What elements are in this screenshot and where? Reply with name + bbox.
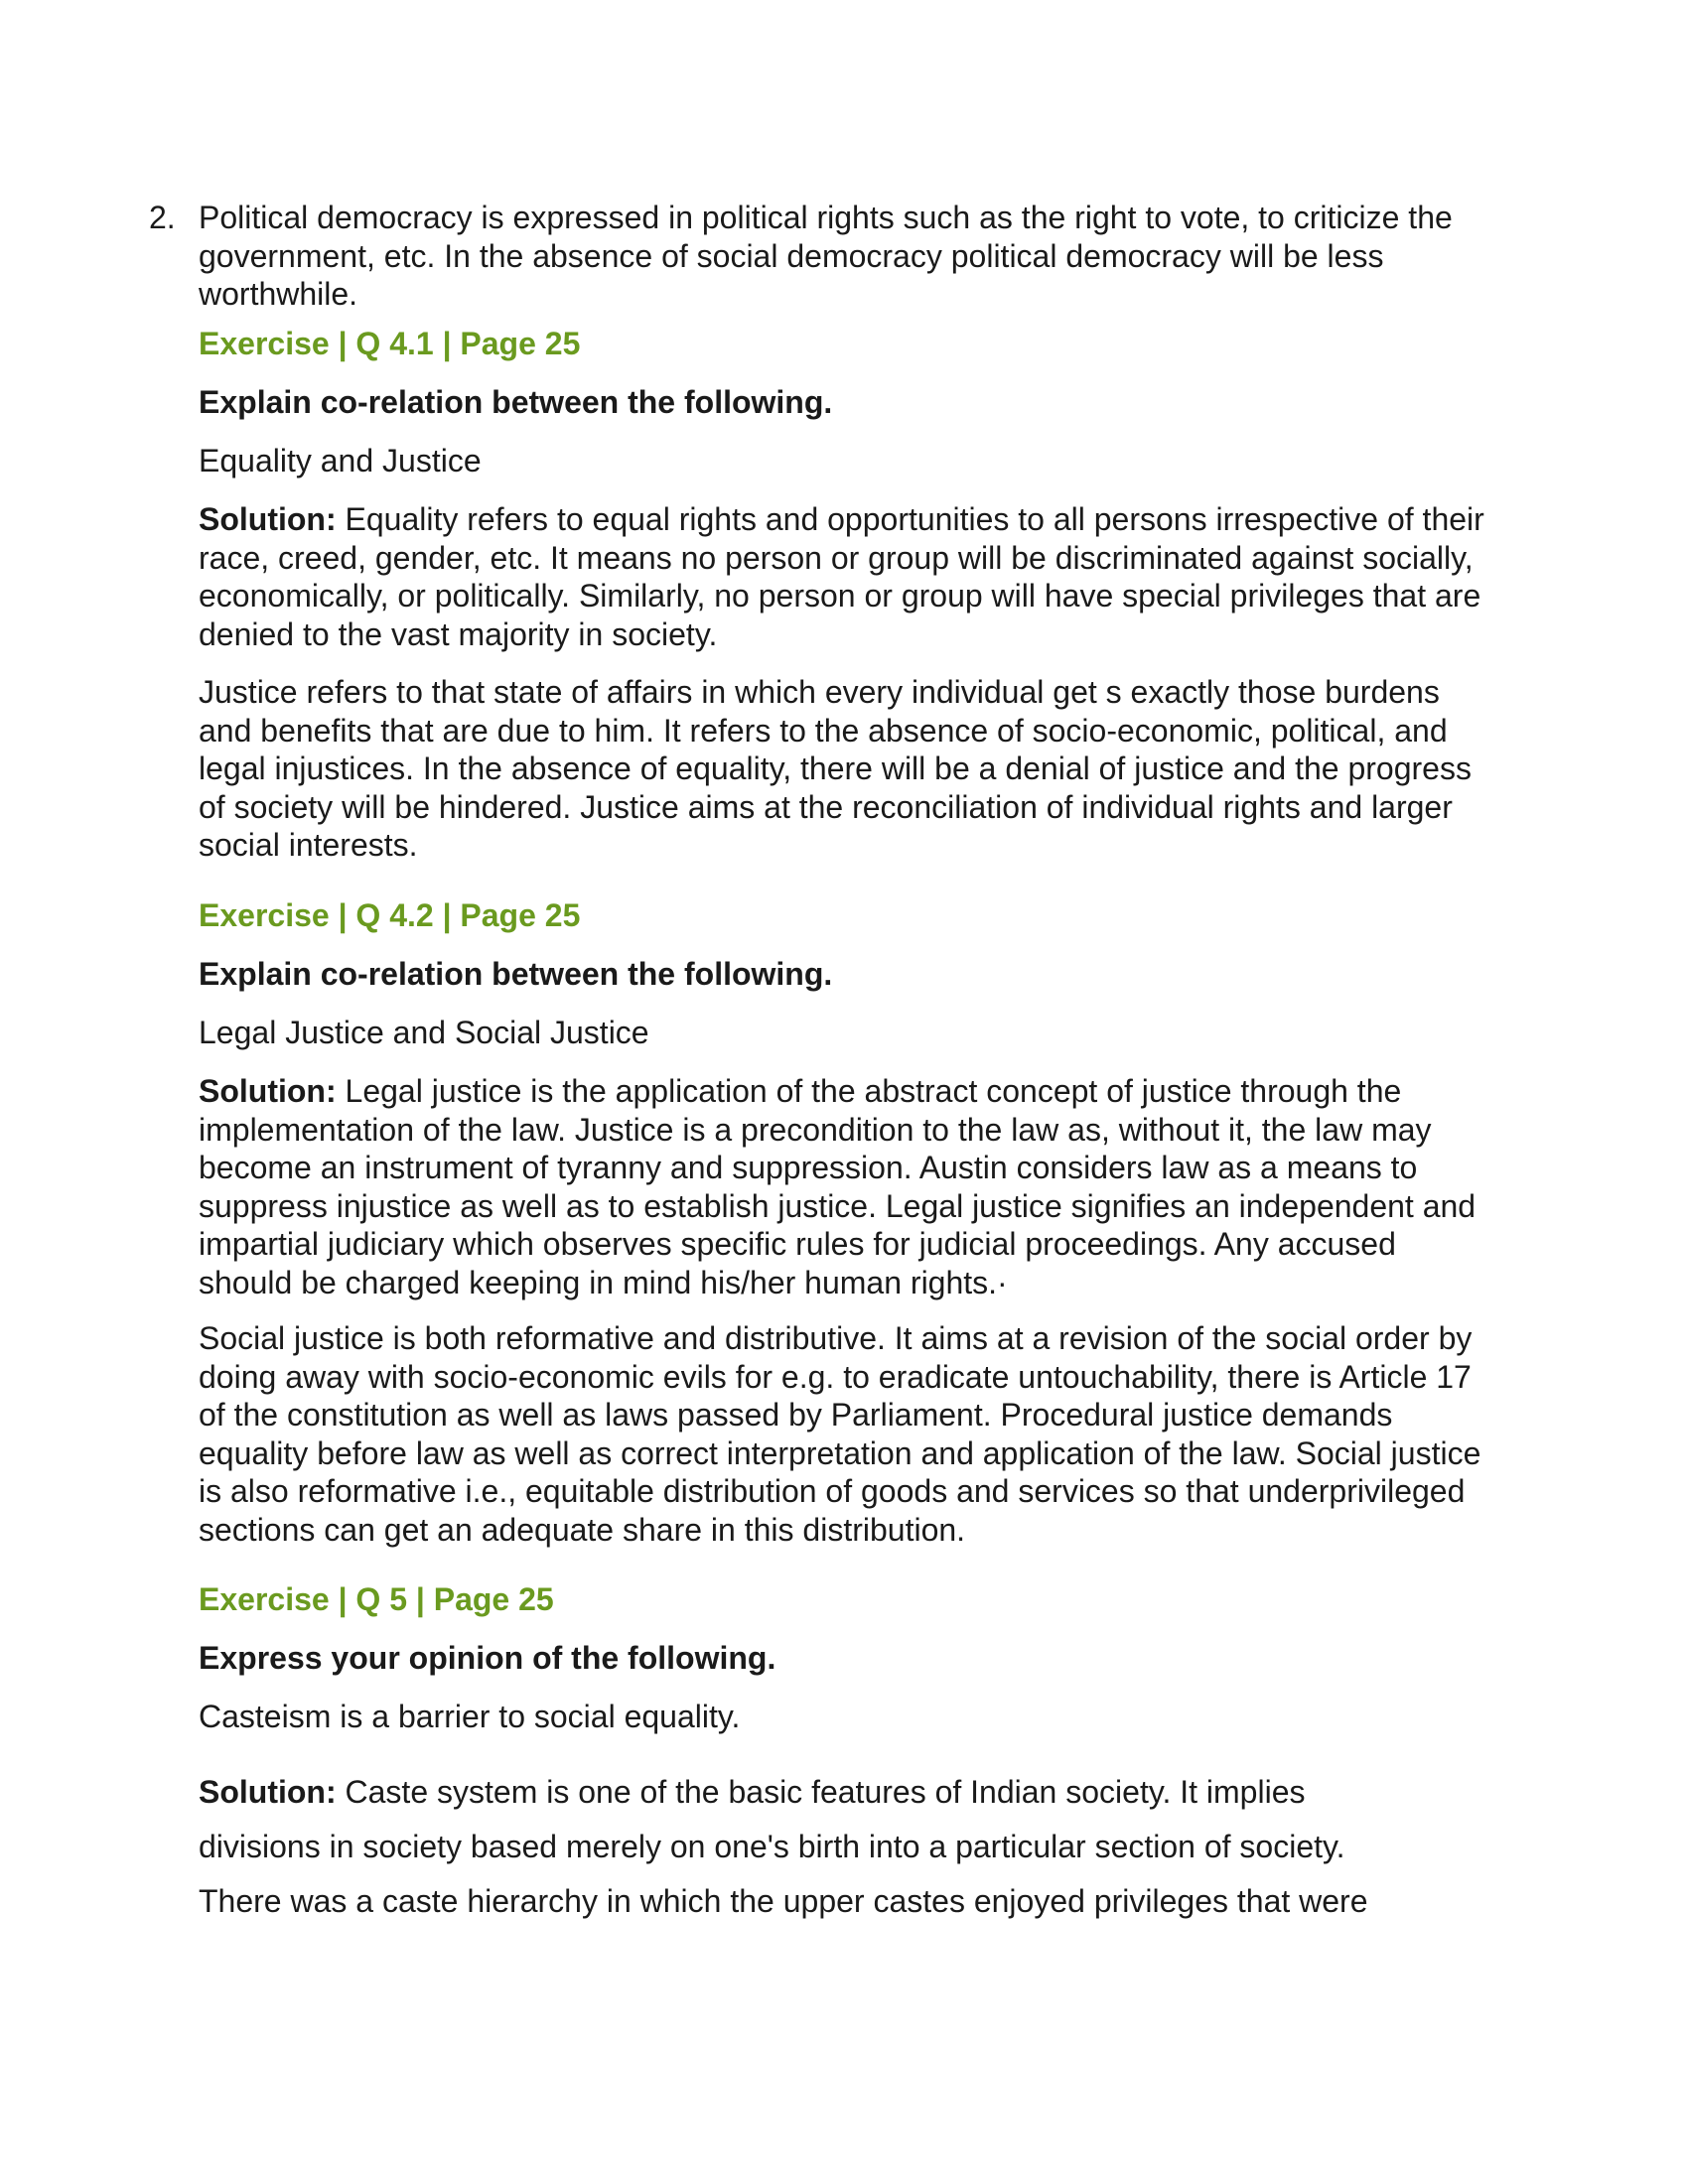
topic-q4-2: Legal Justice and Social Justice	[199, 1015, 649, 1050]
solution-q4-2-paragraph-2: Social justice is both reformative and distributive. It aims at a revision of the social order by doing away with socio-economic evils for e.g. to eradicate untouchability, there is Article 17 of the constitution as well as laws passed by Parliament. Procedural justice demands equality before law as well as correct interpretation and application of the law. Social justice is also reformative i.e., equitable distribution of goods and services so that underprivileged sections can get an adequate share in this distribution.	[199, 1320, 1481, 1548]
solution-text: Equality refers to equal rights and opportunities to all persons irrespective of their race, creed, gender, etc. It means no person or group will be discriminated against socially, economically, or politically. Similarly, no person or group will have special privileges that are denied to the vast majority in society.	[199, 501, 1484, 652]
solution-text: Caste system is one of the basic features of Indian society. It implies	[336, 1774, 1306, 1810]
solution-line-3: There was a caste hierarchy in which the upper castes enjoyed privileges that were	[199, 1883, 1368, 1919]
exercise-heading-q4-2: Exercise | Q 4.2 | Page 25	[199, 897, 581, 933]
solution-q4-1-paragraph-2: Justice refers to that state of affairs in which every individual get s exactly those burdens and benefits that are due to him. It refers to the absence of socio-economic, political, and legal injustices. In the absence of equality, there will be a denial of justice and the progress of society will be hindered. Justice aims at the reconciliation of individual rights and larger social interests.	[199, 674, 1472, 863]
solution-label: Solution:	[199, 1774, 337, 1810]
solution-line-1	[199, 1765, 1489, 1820]
item-number: 2.	[149, 200, 176, 235]
question-q4-1: Explain co-relation between the following.	[199, 384, 833, 420]
question-q5: Express your opinion of the following.	[199, 1640, 776, 1676]
topic-q5: Casteism is a barrier to social equality.	[199, 1699, 741, 1734]
solution-text: Legal justice is the application of the abstract concept of justice through the implementation of the law. Justice is a precondition to the law as, without it, the law may become an instrument of tyranny and suppression. Austin considers law as a means to suppress injustice as well as to establish justice. Legal justice signifies an independent and impartial judiciary which observes specific rules for judicial proceedings. Any accused should be charged keeping in mind his/her human rights.·	[199, 1073, 1477, 1300]
item-text: Political democracy is expressed in political rights such as the right to vote, to criticize the government, etc. In the absence of social democracy political democracy will be less worthwhile.	[199, 200, 1453, 312]
solution-line-2: divisions in society based merely on one's birth into a particular section of society.	[199, 1829, 1345, 1864]
solution-q5-paragraph	[199, 1765, 1489, 1929]
exercise-heading-q5: Exercise | Q 5 | Page 25	[199, 1581, 554, 1617]
solution-q4-1-paragraph-1	[199, 500, 1489, 653]
question-q4-2: Explain co-relation between the following.	[199, 956, 833, 992]
exercise-heading-q4-1: Exercise | Q 4.1 | Page 25	[199, 326, 581, 361]
solution-label: Solution:	[199, 501, 337, 537]
solution-label: Solution:	[199, 1073, 337, 1109]
topic-q4-1: Equality and Justice	[199, 443, 482, 478]
solution-q4-2-paragraph-1	[199, 1072, 1489, 1301]
